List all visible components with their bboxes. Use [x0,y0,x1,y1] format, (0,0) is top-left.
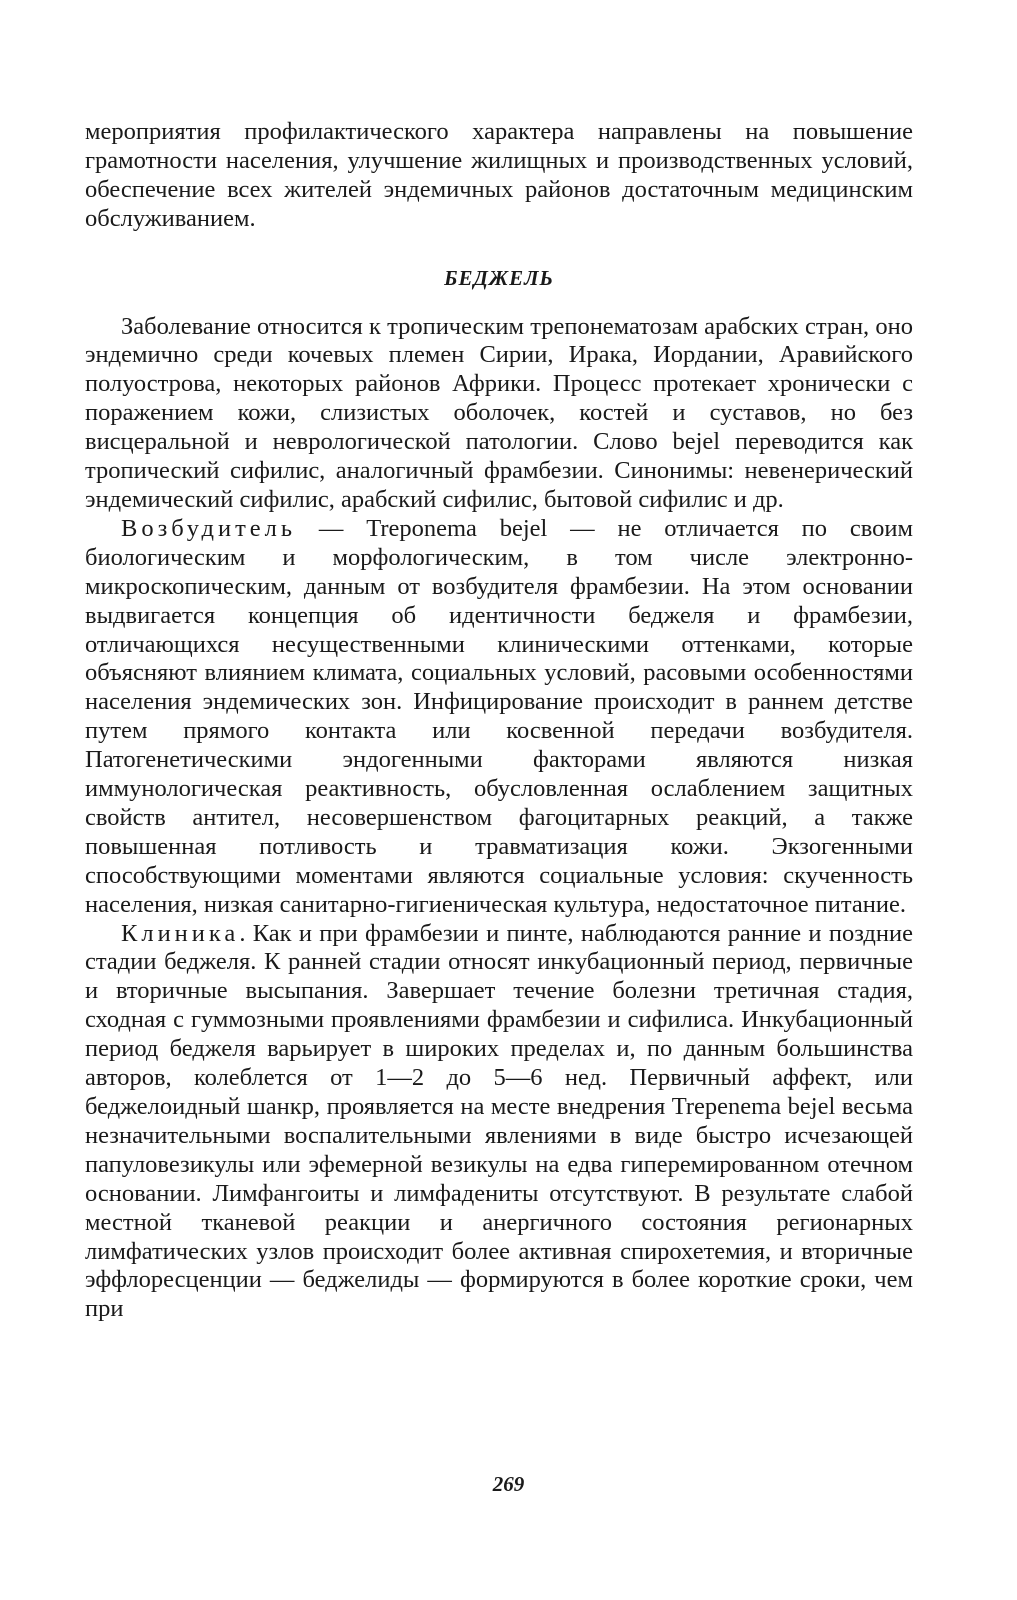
paragraph-definition: Заболевание относится к тропическим трепонематозам арабских стран, оно эндемично среди кочевых племен Сирии, Ирака, Иордании, Аравийского полуострова, некоторых районов Африки. Процесс протекает хронически с поражением кожи, слизистых оболочек, костей и суставов, но без висцеральной и неврологической патологии. Слово bejel переводится как тропический сифилис, аналогичный фрамбезии. Синонимы: невенерический эндемический сифилис, арабский сифилис, бытовой сифилис и др. [85,312,913,513]
intro-paragraph: мероприятия профилактического характера направлены на повышение грамотности населения, улучшение жилищных и производственных условий, обеспечение всех жителей эндемичных районов достаточным медицинским обслуживанием. [85,118,913,232]
paragraph-clinic [85,920,913,1325]
paragraph-pathogen-text: — Treponema bejel — не отличается по своим биологическим и морфологическим, в том числе электронно-микроскопическим, данным от возбудителя фрамбезии. На этом основании выдвигается концепция об идентичности беджеля и фрамбезии, отличающихся несущественными клиническими оттенками, которые объясняют влиянием климата, социальных условий, расовыми особенностями населения эндемических зон. Инфицирование происходит в раннем детстве путем прямого контакта или косвенной передачи возбудителя. Патогенетическими эндогенными факторами являются низкая иммунологическая реактивность, обусловленная ослаблением защитных свойств антител, несовершенством фагоцитарных реакций, а также повышенная потливость и травматизация кожи. Экзогенными способствующими моментами являются социальные условия: скученность населения, низкая санитарно-гигиеническая культура, недостаточное питание. [85,514,913,918]
section-title: БЕДЖЕЛЬ [444,265,554,290]
paragraph-pathogen [85,515,913,920]
term-pathogen: Возбудитель [121,514,297,542]
term-clinic: Клиника [121,919,240,947]
page-number: 269 [492,1472,525,1496]
page-body [85,118,913,1324]
paragraph-clinic-text: . Как и при фрамбезии и пинте, наблюдаются ранние и поздние стадии беджеля. К ранней стадии относят инкубационный период, первичные и вторичные высыпания. Завершает течение болезни третичная стадия, сходная с гуммозными проявлениями фрамбезии и сифилиса. Инкубационный период беджеля варьирует в широких пределах и, по данным большинства авторов, колеблется от 1—2 до 5—6 нед. Первичный аффект, или беджелоидный шанкр, проявляется на месте внедрения Trepenema bejel весьма незначительными воспалительными явлениями в виде быстро исчезающей папуловезикулы или эфемерной везикулы на едва гиперемированном отечном основании. Лимфангоиты и лимфадениты отсутствуют. В результате слабой местной тканевой реакции и анергичного состояния регионарных лимфатических узлов происходит более активная спирохетемия, и вторичные эффлоресценции — беджелиды — формируются в более короткие сроки, чем при [85,919,913,1323]
